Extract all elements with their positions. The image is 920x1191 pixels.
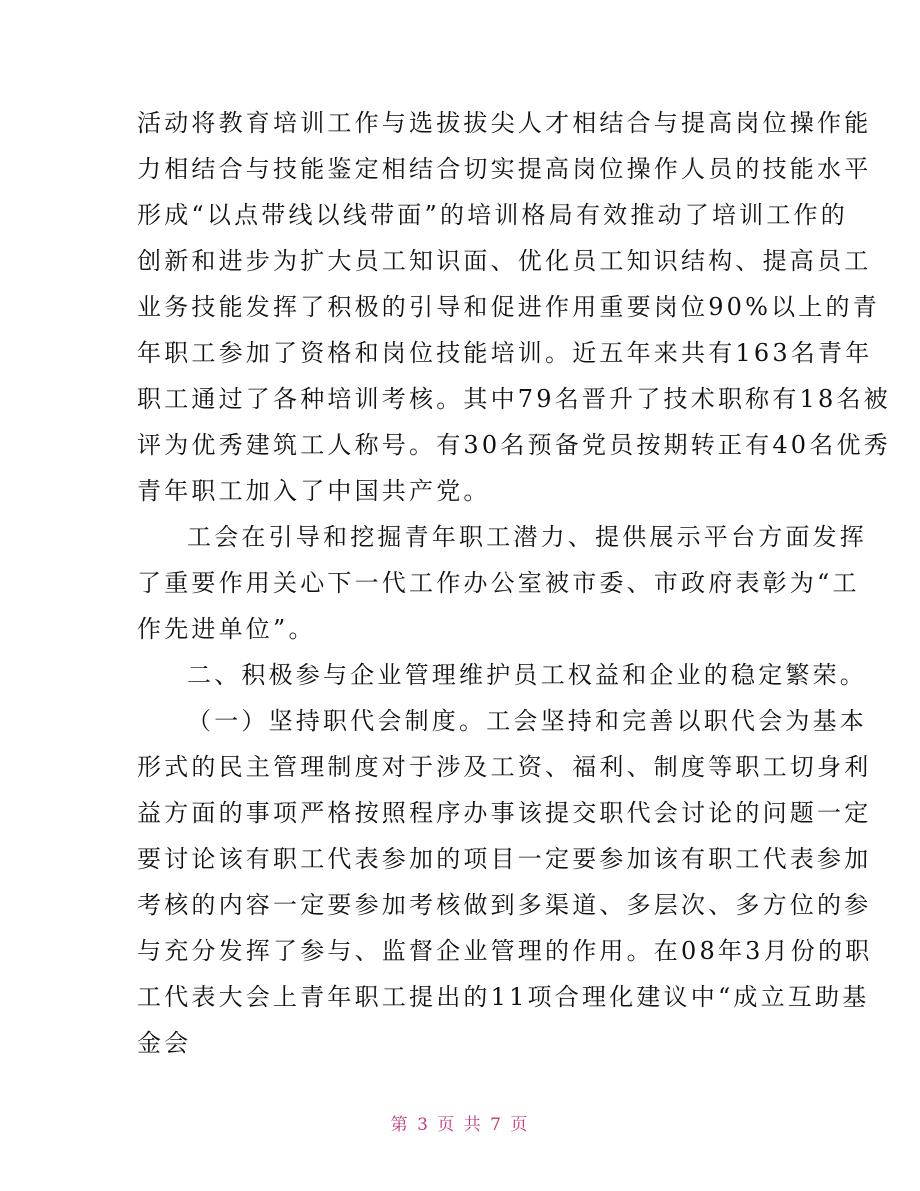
body-line: 与充分发挥了参与、监督企业管理的作用。在08年3月份的职 [137,937,873,965]
body-line: 年职工参加了资格和岗位技能培训。近五年来共有163名青年 [137,339,873,367]
body-line: 要讨论该有职工代表参加的项目一定要参加该有职工代表参加 [137,845,872,873]
page-number-footer: 第 3 页 共 7 页 [390,1115,530,1135]
body-line: 工代表大会上青年职工提出的11项合理化建议中“成立互助基 [137,983,870,1011]
body-line: 金会 [137,1029,192,1057]
body-line: 评为优秀建筑工人称号。有30名预备党员按期转正有40名优秀 [137,431,891,459]
body-line: 力相结合与技能鉴定相结合切实提高岗位操作人员的技能水平 [137,155,872,183]
body-line: 青年职工加入了中国共产党。 [137,477,491,505]
section-heading: 二、积极参与企业管理维护员工权益和企业的稳定繁荣。 [187,661,867,689]
paragraph-start-line: 工会在引导和挖掘青年职工潜力、提供展示平台方面发挥 [187,523,867,551]
body-line: 活动将教育培训工作与选拔拔尖人才相结合与提高岗位操作能 [137,109,872,137]
body-line: 益方面的事项严格按照程序办事该提交职代会讨论的问题一定 [137,799,872,827]
paragraph-start-line: （一）坚持职代会制度。工会坚持和完善以职代会为基本 [187,707,867,735]
body-line: 创新和进步为扩大员工知识面、优化员工知识结构、提高员工 [137,247,872,275]
body-line: 业务技能发挥了积极的引导和促进作用重要岗位90%以上的青 [137,293,880,321]
body-line: 职工通过了各种培训考核。其中79名晋升了技术职称有18名被 [137,385,891,413]
body-line: 作先进单位”。 [137,615,316,643]
document-body [137,100,891,1066]
body-line: 形成“以点带线以线带面”的培训格局有效推动了培训工作的 [137,201,848,229]
body-line: 考核的内容一定要参加考核做到多渠道、多层次、多方位的参 [137,891,872,919]
body-line: 了重要作用关心下一代工作办公室被市委、市政府表彰为“工 [137,569,860,597]
body-line: 形式的民主管理制度对于涉及工资、福利、制度等职工切身利 [137,753,872,781]
